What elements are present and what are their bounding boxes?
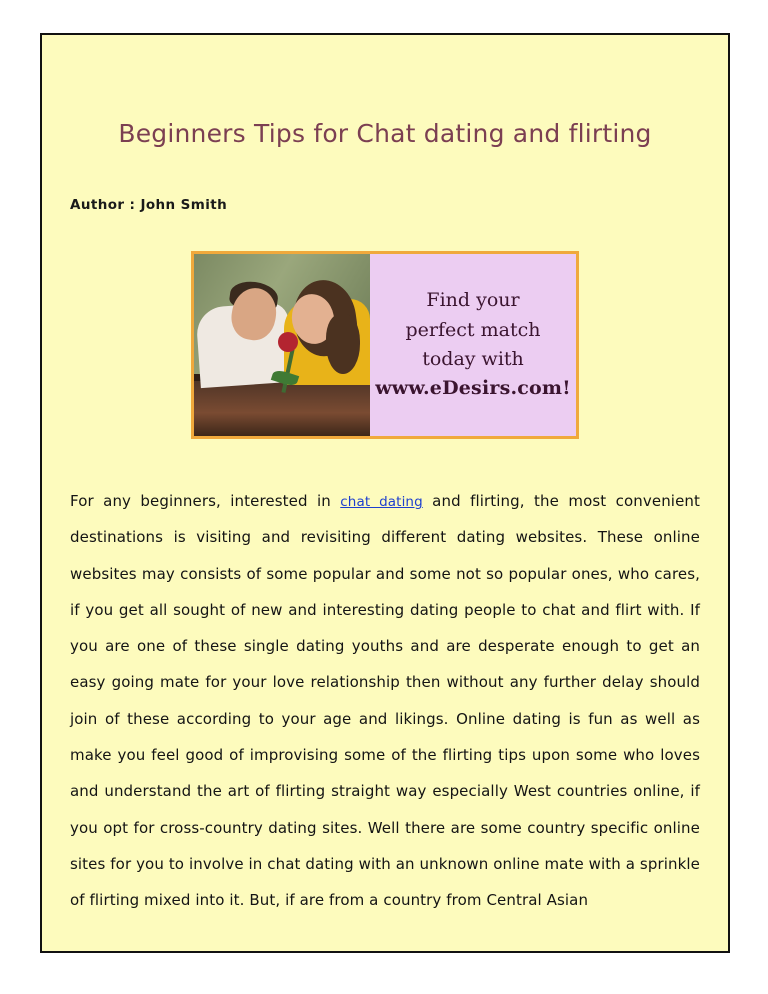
banner-website-url[interactable]: www.eDesirs.com! bbox=[375, 377, 571, 400]
banner-line-2: perfect match bbox=[405, 318, 541, 341]
banner-container bbox=[70, 251, 700, 439]
document-page bbox=[40, 33, 730, 953]
banner-text-panel bbox=[370, 254, 576, 436]
advertisement-banner[interactable] bbox=[191, 251, 579, 439]
paragraph-part-1: For any beginners, interested in bbox=[70, 492, 341, 510]
couple-photo bbox=[194, 254, 370, 436]
author-line: Author : John Smith bbox=[70, 197, 228, 213]
rose-icon bbox=[278, 332, 298, 352]
page-content bbox=[42, 35, 728, 919]
chat-dating-link[interactable]: chat dating bbox=[340, 494, 423, 510]
article-paragraph bbox=[70, 483, 700, 919]
banner-line-3: today with bbox=[422, 348, 524, 370]
banner-line-1: Find your bbox=[426, 289, 520, 312]
page-title: Beginners Tips for Chat dating and flirting bbox=[118, 119, 652, 148]
paragraph-part-2: and flirting, the most convenient destinations is visiting and revisiting different dating websites. These online websites may consists of some popular and some not so popular ones, who cares, if you get all sought of new and interesting dating people to chat and flirt with. If you are one of these single dating youths and are desperate enough to get an easy going mate for your love relationship then without any further delay should join of these according to your age and likings. Online dating is fun as well as make you feel good of improvising some of the flirting tips upon some who loves and understand the art of flirting straight way especially West countries online, if you opt for cross-country dating sites. Well there are some country specific online sites for you to involve in chat dating with an unknown online mate with a sprinkle of flirting mixed into it. But, if are from a country from Central Asian bbox=[70, 492, 700, 910]
